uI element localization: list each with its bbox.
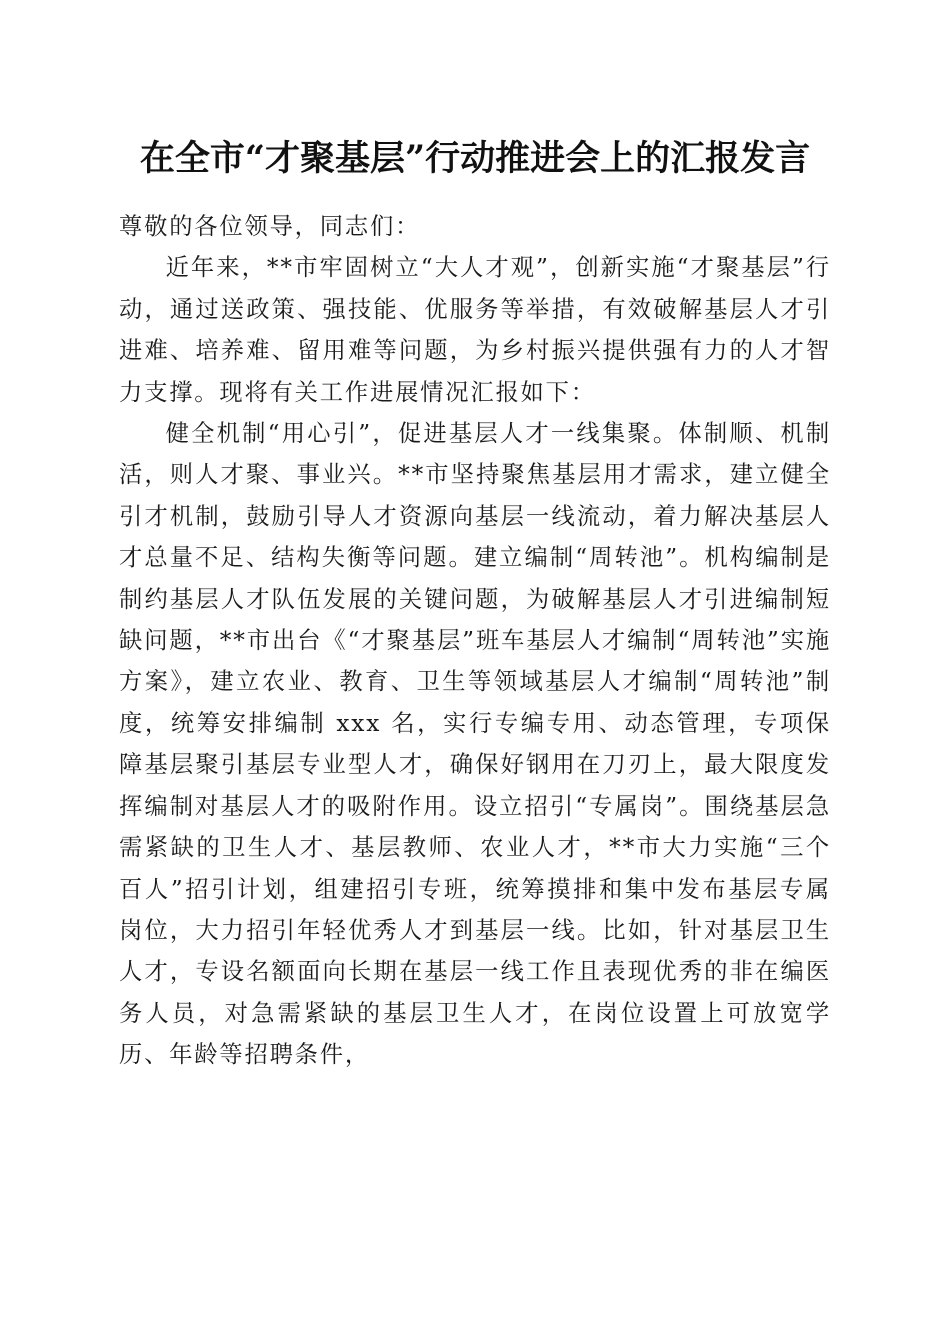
document-title: 在全市“才聚基层”行动推进会上的汇报发言 [139,138,811,179]
document-body [119,206,831,1076]
paragraph-intro: 近年来，**市牢固树立“大人才观”，创新实施“才聚基层”行动，通过送政策、强技能、优服务等举措，有效破解基层人才引进难、培养难、留用难等问题，为乡村振兴提供强有力的人才智力支撑。现将有关工作进展情况汇报如下： [119,254,831,406]
salutation: 尊敬的各位领导，同志们： [119,213,421,240]
paragraph-mechanism: 健全机制“用心引”，促进基层人才一线集聚。体制顺、机制活，则人才聚、事业兴。**市坚持聚焦基层用才需求，建立健全引才机制，鼓励引导人才资源向基层一线流动，着力解决基层人才总量不足、结构失衡等问题。建立编制“周转池”。机构编制是制约基层人才队伍发展的关键问题，为破解基层人才引进编制短缺问题，**市出台《“才聚基层”班车基层人才编制“周转池”实施方案》，建立农业、教育、卫生等领域基层人才编制“周转池”制度，统筹安排编制 xxx 名，实行专编专用、动态管理，专项保障基层聚引基层专业型人才，确保好钢用在刀刃上，最大限度发挥编制对基层人才的吸附作用。设立招引“专属岗”。围绕基层急需紧缺的卫生人才、基层教师、农业人才，**市大力实施“三个百人”招引计划，组建招引专班，统筹摸排和集中发布基层专属岗位，大力招引年轻优秀人才到基层一线。比如，针对基层卫生人才，专设名额面向长期在基层一线工作且表现优秀的非在编医务人员，对急需紧缺的基层卫生人才，在岗位设置上可放宽学历、年龄等招聘条件， [119,420,831,1069]
